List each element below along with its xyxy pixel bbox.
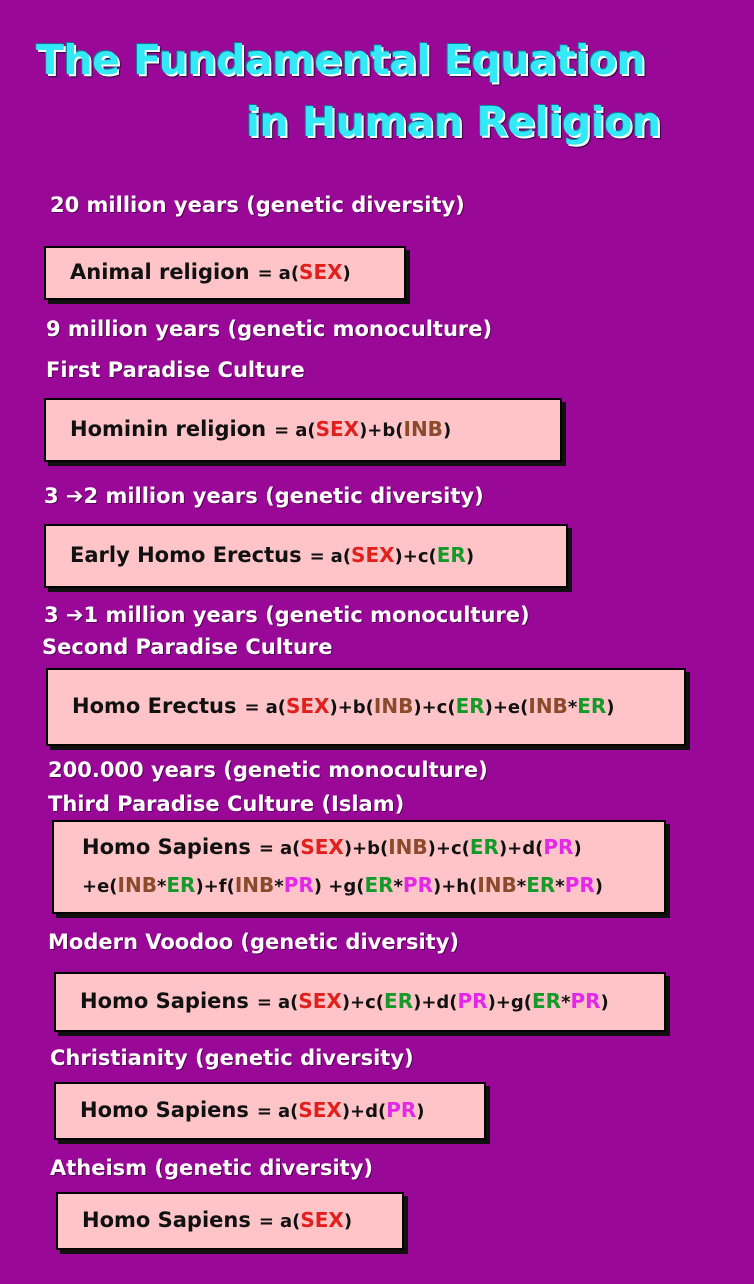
operator-text: * — [567, 697, 578, 718]
term-inb: INB — [528, 694, 568, 718]
term-inb: INB — [403, 417, 443, 441]
operator-text: )+b( — [329, 697, 374, 718]
operator-text: )+c( — [394, 546, 437, 567]
term-inb: INB — [117, 873, 157, 897]
equation-line — [70, 537, 566, 575]
term-pr: PR — [543, 835, 574, 859]
equals-sign: = — [309, 546, 325, 567]
era-label: 200.000 years (genetic monoculture) — [48, 758, 488, 782]
operator-text: )+g( — [487, 992, 532, 1013]
operator-text: * — [156, 876, 167, 897]
term-sex: SEX — [351, 543, 395, 567]
equation-line — [70, 411, 560, 449]
term-pr: PR — [564, 873, 595, 897]
equation-subject: Homo Sapiens — [80, 989, 249, 1013]
term-sex: SEX — [299, 260, 343, 284]
operator-text: a( — [277, 1101, 299, 1122]
operator-text: ) — [594, 876, 603, 897]
operator-text: )+c( — [427, 838, 470, 859]
operator-text: a( — [265, 697, 286, 718]
operator-text: )+d( — [413, 992, 458, 1013]
term-sex: SEX — [298, 1098, 342, 1122]
era-label: Modern Voodoo (genetic diversity) — [48, 930, 459, 954]
equation-box — [44, 246, 406, 300]
equals-sign: = — [258, 1211, 274, 1232]
term-sex: SEX — [300, 835, 344, 859]
term-pr: PR — [283, 873, 314, 897]
era-label: 3 ➔2 million years (genetic diversity) — [44, 484, 484, 508]
equation-line — [80, 983, 664, 1021]
era-label: 20 million years (genetic diversity) — [50, 193, 465, 217]
operator-text: * — [393, 876, 403, 897]
term-er: ER — [436, 543, 466, 567]
culture-label: First Paradise Culture — [46, 358, 305, 382]
operator-text: * — [561, 992, 571, 1013]
operator-text: +e( — [82, 876, 118, 897]
operator-text: * — [274, 876, 284, 897]
operator-text: ) — [442, 420, 452, 441]
operator-text: ) — [606, 697, 615, 718]
equation-line — [70, 254, 404, 292]
equation-subject: Homo Sapiens — [82, 1208, 251, 1232]
equals-sign: = — [257, 263, 273, 284]
operator-text: * — [516, 876, 527, 897]
equation-subject: Early Homo Erectus — [70, 543, 302, 567]
equation-box — [56, 1192, 404, 1250]
era-label: 3 ➔1 million years (genetic monoculture) — [44, 603, 530, 627]
term-sex: SEX — [300, 1208, 344, 1232]
term-er: ER — [532, 989, 562, 1013]
title-line-2: in Human Religion — [246, 98, 661, 146]
term-inb: INB — [234, 873, 275, 897]
equation-box — [52, 820, 666, 914]
equation-box — [54, 972, 666, 1032]
operator-text: )+b( — [343, 838, 389, 859]
operator-text: ) — [465, 546, 475, 567]
term-sex: SEX — [315, 417, 360, 441]
operator-text: )+d( — [341, 1101, 387, 1122]
term-pr: PR — [570, 989, 601, 1013]
equals-sign: = — [256, 1101, 272, 1122]
equation-line — [82, 1202, 402, 1240]
equation-line — [82, 829, 664, 867]
term-er: ER — [577, 694, 607, 718]
equals-sign: = — [258, 838, 274, 859]
operator-text: )+f( — [195, 876, 235, 897]
operator-text: a( — [277, 992, 299, 1013]
equation-box — [44, 524, 568, 588]
term-inb: INB — [388, 835, 428, 859]
equation-subject: Hominin religion — [70, 417, 267, 441]
equals-sign: = — [256, 992, 272, 1013]
operator-text: a( — [330, 546, 352, 567]
operator-text: )+h( — [432, 876, 478, 897]
operator-text: )+c( — [341, 992, 385, 1013]
operator-text: ) +g( — [313, 876, 365, 897]
title-line-1: The Fundamental Equation — [36, 36, 646, 84]
operator-text: ) — [600, 992, 609, 1013]
term-inb: INB — [373, 694, 414, 718]
equation-subject: Homo Sapiens — [80, 1098, 249, 1122]
term-er: ER — [166, 873, 196, 897]
equation-subject: Homo Sapiens — [82, 835, 251, 859]
operator-text: * — [555, 876, 565, 897]
operator-text: ) — [343, 1211, 353, 1232]
term-er: ER — [364, 873, 394, 897]
operator-text: a( — [279, 838, 301, 859]
operator-text: )+c( — [413, 697, 456, 718]
era-label: Atheism (genetic diversity) — [50, 1156, 373, 1180]
term-pr: PR — [402, 873, 433, 897]
term-pr: PR — [386, 1098, 417, 1122]
operator-text: a( — [279, 1211, 301, 1232]
term-er: ER — [526, 873, 556, 897]
culture-label: Third Paradise Culture (Islam) — [48, 792, 405, 816]
equals-sign: = — [244, 697, 260, 718]
term-sex: SEX — [285, 694, 330, 718]
term-sex: SEX — [298, 989, 342, 1013]
equation-line — [72, 688, 684, 726]
equation-subject: Homo Erectus — [72, 694, 237, 718]
era-label: 9 million years (genetic monoculture) — [46, 317, 493, 341]
term-inb: INB — [477, 873, 517, 897]
equation-line — [82, 867, 664, 905]
operator-text: ) — [416, 1101, 425, 1122]
equation-box — [46, 668, 686, 746]
operator-text: )+d( — [498, 838, 544, 859]
term-er: ER — [455, 694, 485, 718]
operator-text: ) — [342, 263, 351, 284]
era-label: Christianity (genetic diversity) — [50, 1046, 414, 1070]
equation-box — [44, 398, 562, 462]
equation-box — [54, 1082, 486, 1140]
operator-text: ) — [573, 838, 582, 859]
term-er: ER — [384, 989, 414, 1013]
operator-text: )+e( — [484, 697, 529, 718]
equation-line — [80, 1092, 484, 1130]
operator-text: a( — [278, 263, 300, 284]
equation-subject: Animal religion — [70, 260, 250, 284]
equals-sign: = — [274, 420, 290, 441]
operator-text: )+b( — [359, 420, 404, 441]
culture-label: Second Paradise Culture — [42, 635, 333, 659]
operator-text: a( — [295, 420, 316, 441]
term-er: ER — [469, 835, 499, 859]
term-pr: PR — [457, 989, 488, 1013]
